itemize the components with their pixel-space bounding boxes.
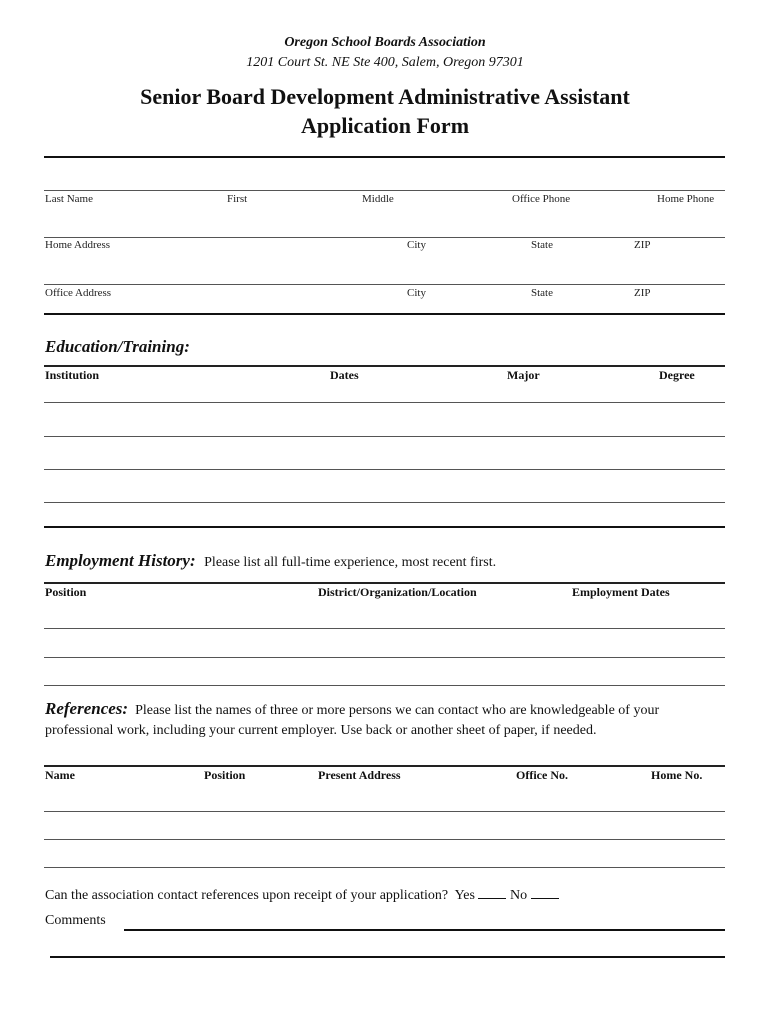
home-phone-label: Home Phone [657,193,715,205]
education-entry-line[interactable] [44,469,725,470]
education-col-degree: Degree [659,368,695,382]
references-col-office-no: Office No. [516,768,568,782]
employment-heading-text: Employment History: [45,551,196,570]
employment-col-position: Position [45,585,87,599]
title-divider [44,156,725,158]
contact-references-question [45,886,559,904]
middle-name-label: Middle [362,193,394,205]
education-col-dates: Dates [330,368,359,382]
organization-name: Oregon School Boards Association [284,35,486,50]
education-col-major: Major [507,368,540,382]
reference-entry-line[interactable] [44,839,725,840]
references-col-address: Present Address [318,768,401,782]
last-name-label: Last Name [45,193,93,205]
employment-col-dates: Employment Dates [572,585,670,599]
home-state-label: State [531,239,553,251]
yes-blank[interactable] [478,886,506,899]
office-address-label: Office Address [45,287,112,299]
references-intro [45,699,725,741]
education-heading: Education/Training: [45,337,190,356]
contact-question-text: Can the association contact references upon receipt of your application? [45,888,449,903]
employment-heading [45,551,496,571]
home-city-label: City [407,239,426,251]
comments-line[interactable] [124,929,725,931]
first-name-label: First [227,193,248,205]
employment-col-organization: District/Organization/Location [318,585,477,599]
reference-entry-line[interactable] [44,867,725,868]
employment-entry-line[interactable] [44,628,725,629]
form-title-line1: Senior Board Development Administrative Assistant [140,84,630,109]
home-zip-label: ZIP [634,239,651,251]
reference-entry-line[interactable] [44,811,725,812]
yes-label: Yes [454,888,475,903]
personal-section-divider [44,313,725,315]
references-note: Please list the names of three or more persons we can contact who are knowledgeable of your professional work, including your current employer. Use back or another sheet of paper, if needed. [45,703,660,738]
education-entry-line[interactable] [44,402,725,403]
no-blank[interactable] [531,886,559,899]
references-heading: References: [45,699,129,718]
references-header-line [44,765,725,767]
references-col-home-no: Home No. [651,768,703,782]
form-title-line2: Application Form [300,113,470,138]
office-zip-label: ZIP [634,287,651,299]
comments-line-2[interactable] [50,956,725,958]
home-address-label: Home Address [45,239,111,251]
home-address-field-line[interactable] [44,237,725,238]
employment-entry-line[interactable] [44,657,725,658]
organization-address: 1201 Court St. NE Ste 400, Salem, Oregon 97301 [246,55,524,70]
education-col-institution: Institution [45,368,100,382]
employment-header-line [44,582,725,584]
employment-entry-line[interactable] [44,685,725,686]
education-section-divider [44,526,725,528]
office-state-label: State [531,287,553,299]
office-address-field-line[interactable] [44,284,725,285]
last-name-field-line[interactable] [44,190,725,191]
references-col-name: Name [45,768,75,782]
references-col-position: Position [204,768,246,782]
education-header-line [44,365,725,367]
education-entry-line[interactable] [44,436,725,437]
education-entry-line[interactable] [44,502,725,503]
employment-note: Please list all full-time experience, most recent first. [204,555,497,570]
office-phone-label: Office Phone [512,193,571,205]
no-label: No [509,888,528,903]
office-city-label: City [407,287,426,299]
comments-label: Comments [45,913,106,928]
